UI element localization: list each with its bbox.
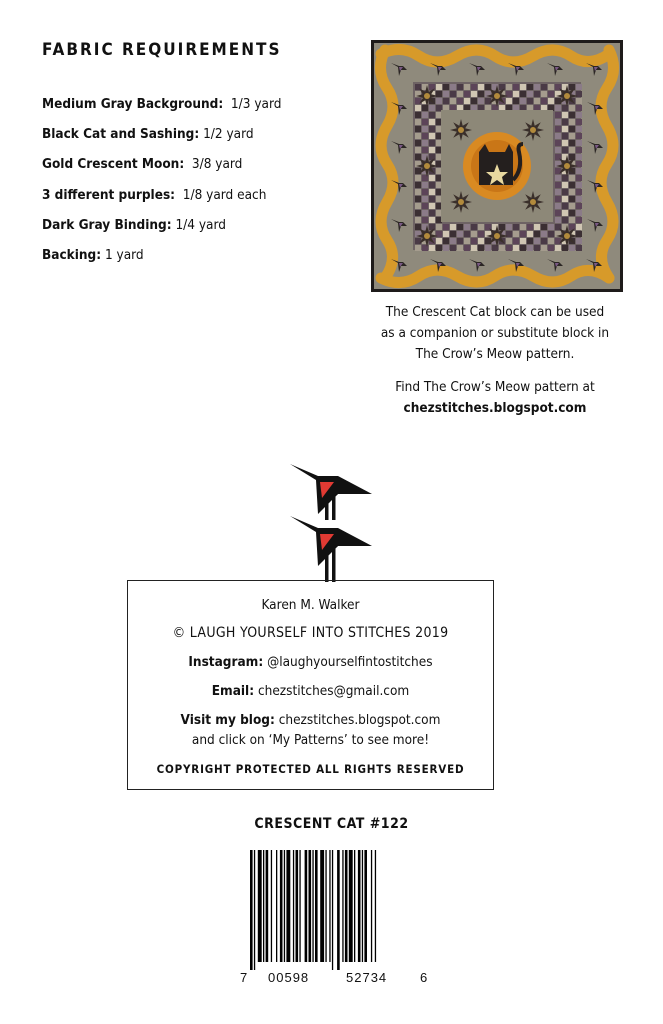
blog-url: chezstitches.blogspot.com bbox=[403, 400, 587, 416]
barcode-digits-left: 00598 bbox=[268, 970, 310, 985]
fabric-item-value: 1 yard bbox=[104, 247, 144, 263]
fabric-requirements-title: FABRIC REQUIREMENTS bbox=[42, 40, 282, 60]
fabric-item bbox=[42, 217, 226, 233]
fabric-item-label: 3 different purples: bbox=[42, 187, 176, 203]
crow-icon bbox=[290, 464, 372, 520]
crows-logo bbox=[288, 458, 378, 584]
instagram-handle[interactable]: @laughyourselfintostitches bbox=[267, 654, 433, 670]
email-label: Email: bbox=[211, 683, 255, 699]
crow-icon bbox=[290, 516, 372, 582]
instagram-label: Instagram: bbox=[188, 654, 264, 670]
product-sku: CRESCENT CAT #122 bbox=[254, 816, 409, 832]
fabric-item bbox=[42, 247, 144, 263]
caption-line: The Crescent Cat block can be used bbox=[385, 304, 605, 320]
find-pattern-text: Find The Crow’s Meow pattern at bbox=[395, 379, 595, 395]
fabric-item-label: Medium Gray Background: bbox=[42, 96, 224, 112]
fabric-item-label: Dark Gray Binding: bbox=[42, 217, 172, 233]
fabric-item bbox=[42, 96, 281, 112]
fabric-item bbox=[42, 187, 266, 203]
blog-instructions: and click on ‘My Patterns’ to see more! bbox=[191, 732, 430, 748]
fabric-item-label: Gold Crescent Moon: bbox=[42, 156, 185, 172]
blog-line bbox=[128, 712, 493, 728]
blog-link[interactable]: chezstitches.blogspot.com bbox=[278, 712, 441, 728]
blog-label: Visit my blog: bbox=[180, 712, 275, 728]
fabric-item-value: 1/4 yard bbox=[175, 217, 226, 233]
barcode-digit-last: 6 bbox=[420, 970, 428, 985]
fabric-item-value: 1/3 yard bbox=[230, 96, 282, 112]
fabric-item-label: Backing: bbox=[42, 247, 102, 263]
barcode-digit-first: 7 bbox=[240, 970, 248, 985]
fabric-item-value: 1/8 yard each bbox=[182, 187, 267, 203]
caption-line: as a companion or substitute block in bbox=[380, 325, 610, 341]
fabric-item-label: Black Cat and Sashing: bbox=[42, 126, 200, 142]
barcode bbox=[250, 850, 418, 970]
rights-reserved: COPYRIGHT PROTECTED ALL RIGHTS RESERVED bbox=[156, 762, 465, 776]
barcode-digits-right: 52734 bbox=[346, 970, 388, 985]
email-line bbox=[128, 683, 493, 699]
fabric-item bbox=[42, 126, 254, 142]
caption-line: The Crow’s Meow pattern. bbox=[415, 346, 575, 362]
instagram-line bbox=[128, 654, 493, 670]
fabric-item-value: 3/8 yard bbox=[191, 156, 243, 172]
quilt-image bbox=[371, 40, 623, 292]
email-address[interactable]: chezstitches@gmail.com bbox=[257, 683, 410, 699]
author-name: Karen M. Walker bbox=[261, 597, 360, 613]
copyright-line: © LAUGH YOURSELF INTO STITCHES 2019 bbox=[172, 625, 449, 641]
fabric-item-value: 1/2 yard bbox=[203, 126, 254, 142]
contact-info-box bbox=[127, 580, 494, 790]
fabric-item bbox=[42, 156, 242, 172]
